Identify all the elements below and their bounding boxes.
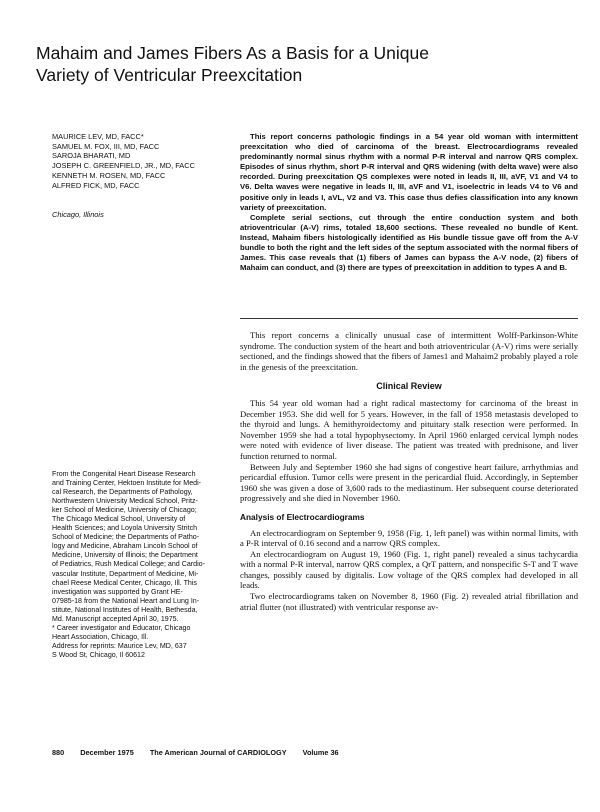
author: KENNETH M. ROSEN, MD, FACC bbox=[52, 170, 166, 180]
intro-paragraph: This report concerns a clinically unusual case of intermittent Wolff-Parkinson-White syndrome. The conduction system of the heart and both atrioventricular (A-V) rims were serially sectioned, and the findings showed that the fibers of James1 and Mahaim2 probably played a role in the genesis of the preexcitation. bbox=[240, 330, 578, 372]
affiliation-line: logy and Medicine, Abraham Lincoln School of bbox=[52, 542, 198, 551]
abstract-divider bbox=[240, 318, 578, 319]
issue-date: December 1975 bbox=[80, 748, 134, 757]
affiliation-line: Md. Manuscript accepted April 30, 1975. bbox=[52, 614, 179, 623]
affiliation-line: ker School of Medicine, University of Chicago; bbox=[52, 506, 197, 515]
affiliation-line: vascular Institute, Department of Medicine, Mi- bbox=[52, 569, 199, 578]
affiliation-line: Medicine, University of Illinois; the Department bbox=[52, 551, 198, 560]
affiliation-line: Address for reprints: Maurice Lev, MD, 637 bbox=[52, 641, 187, 650]
ecg-paragraph-2: An electrocardiogram on August 19, 1960 (Fig. 1, right panel) revealed a sinus tachycardia with a normal P-R interval, narrow QRS complex, a QrT pattern, and nonspecific S-T and T wave changes, possibly caused by digitalis. Low voltage of the QRS complex had developed in all leads. bbox=[240, 548, 578, 591]
affiliation-line: 07985-18 from the National Heart and Lung In- bbox=[52, 596, 200, 605]
title-line-1: Mahaim and James Fibers As a Basis for a Unique bbox=[36, 43, 429, 63]
affiliation-line: of Pediatrics, Rush Medical College; and Cardio- bbox=[52, 560, 205, 569]
affiliation-line: From the Congenital Heart Disease Research bbox=[52, 470, 196, 478]
ecg-paragraph-1: An electrocardiogram on September 9, 1958 (Fig. 1, left panel) was within normal limits, with a P-R interval of 0.16 second and a narrow QRS complex. bbox=[240, 527, 578, 549]
clinical-paragraph-1: This 54 year old woman had a right radical mastectomy for carcinoma of the breast in December 1953. She did well for 5 years. However, in the fall of 1958 metastasis developed to the thyroid and lungs. A hemithyroidectomy and pituitary stalk resection were performed. In November 1959 she had a total hypophysectomy. In April 1960 enlarged cervical lymph nodes were noted with evidence of liver disease. The patient was treated with prednisone, and liver function returned to normal. bbox=[240, 397, 578, 461]
page-number: 880 bbox=[52, 748, 65, 757]
section-heading-ecg-analysis: Analysis of Electrocardiograms bbox=[240, 511, 365, 522]
affiliation-line: The Chicago Medical School, University of bbox=[52, 515, 186, 524]
article-title bbox=[36, 42, 576, 86]
author: JOSEPH C. GREENFIELD, JR., MD, FACC bbox=[52, 161, 195, 171]
author: SAROJA BHARATI, MD bbox=[52, 151, 131, 161]
clinical-paragraph-2: Between July and September 1960 she had signs of congestive heart failure, arrhythmias and pericardial effusion. Tumor cells were present in the pericardial fluid. Accordingly, in September 1960 she was given a dose of 3,600 rads to the mediastinum. Her subsequent course deteriorated progressively and she died in November 1960. bbox=[240, 461, 578, 504]
affiliation-line: Heart Association, Chicago, Ill. bbox=[52, 632, 149, 641]
author-list bbox=[52, 132, 242, 190]
abstract-paragraph-1: This report concerns pathologic findings in a 54 year old woman with intermittent preexcitation who died of carcinoma of the breast. Electrocardiograms revealed predominantly normal sinus rhythm with a normal P-R interval and narrow QRS complex. Episodes of sinus rhythm, short P-R interval and QRS widening (with delta wave) were also recorded. During preexcitation QS complexes were noted in leads II, III, aVF, V1 and V4 to V6. Delta waves were negative in leads II, III, aVF and V1, isoelectric in leads V4 to V6 and positive only in leads I, aVL, V2 and V3. This case thus defies classification into any known variety of preexcitation. bbox=[240, 132, 578, 212]
author: MAURICE LEV, MD, FACC* bbox=[52, 132, 144, 141]
affiliation-line: investigation was supported by Grant HE- bbox=[52, 587, 183, 596]
affiliation-line: * Career investigator and Educator, Chicago bbox=[52, 623, 191, 632]
affiliation-line: chael Reese Medical Center, Chicago, Ill. This bbox=[52, 578, 197, 587]
affiliation-line: Northwestern University Medical School, Pritz- bbox=[52, 497, 198, 506]
abstract-paragraph-2: Complete serial sections, cut through the entire conduction system and both atrioventricular (A-V) rims, totaled 18,600 sections. These revealed no bundle of Kent. Instead, Mahaim fibers histologically identified as His bundle tissue gave off from the A-V bundle to both the right and the left sides of the septum associated with the normal fibers of James. This case reveals that (1) fibers of James can bypass the A-V node, (2) fibers of Mahaim can conduct, and (3) there are types of preexcitation in addition to types A and B. bbox=[240, 212, 578, 273]
title-line-2: Variety of Ventricular Preexcitation bbox=[36, 65, 303, 85]
section-heading-clinical-review: Clinical Review bbox=[376, 381, 442, 392]
author-location: Chicago, Illinois bbox=[52, 210, 104, 219]
volume-number: Volume 36 bbox=[302, 748, 339, 757]
affiliation-line: stitute, National Institutes of Health, Bethesda, bbox=[52, 605, 198, 614]
page-footer bbox=[52, 748, 572, 757]
affiliation-line: and Training Center, Hektoen Institute for Medi- bbox=[52, 479, 202, 488]
ecg-paragraph-3: Two electrocardiograms taken on November 8, 1960 (Fig. 2) revealed atrial fibrillation and atrial flutter (not illustrated) with ventricular response av- bbox=[240, 591, 578, 612]
author: ALFRED FICK, MD, FACC bbox=[52, 180, 140, 190]
affiliation-line: S Wood St, Chicago, Il 60612 bbox=[52, 650, 145, 659]
affiliation-line: Health Sciences; and Loyola University Stritch bbox=[52, 524, 198, 533]
journal-name: The American Journal of CARDIOLOGY bbox=[149, 748, 287, 757]
affiliation-line: cal Research, the Departments of Pathology, bbox=[52, 488, 193, 497]
abstract bbox=[240, 132, 578, 273]
article-body bbox=[240, 330, 578, 612]
affiliation-line: School of Medicine; the Departments of Patho- bbox=[52, 533, 200, 542]
affiliation-footnote bbox=[52, 470, 238, 660]
author: SAMUEL M. FOX, III, MD, FACC bbox=[52, 141, 160, 151]
